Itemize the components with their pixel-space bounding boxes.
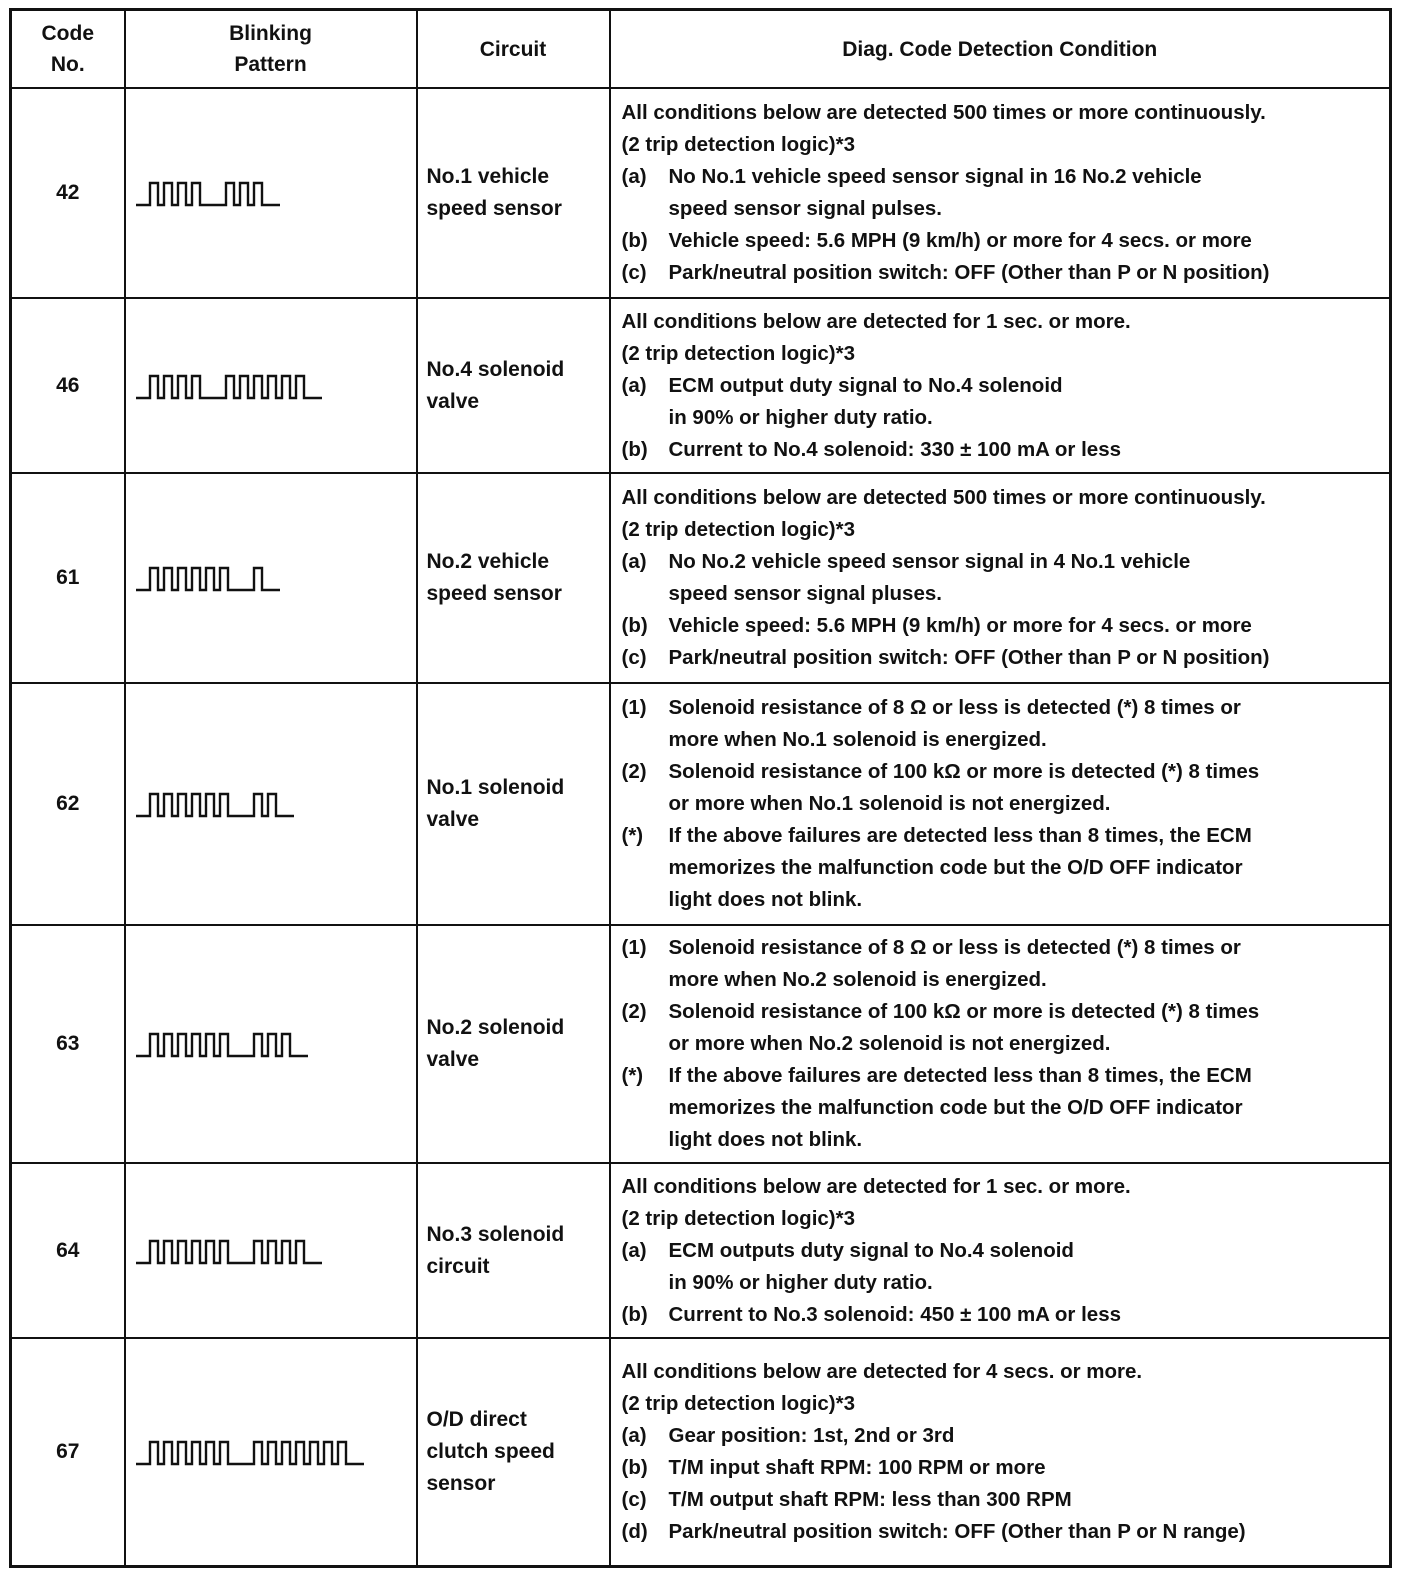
circuit-line: speed sensor [426, 197, 562, 220]
condition-item-line: T/M input shaft RPM: 100 RPM or more [668, 1455, 1046, 1479]
condition-item [622, 1420, 1384, 1452]
condition-item-label: (a) [621, 1423, 647, 1447]
blinking-pattern-waveform [134, 366, 324, 406]
condition-item-line: more when No.2 solenoid is energized. [668, 968, 1047, 991]
condition-item-label: (a) [621, 1238, 647, 1262]
blink-pulse-path [136, 376, 322, 398]
condition-intro-line: (2 trip detection logic)*3 [621, 1206, 855, 1230]
blink-pulse-path [136, 794, 294, 816]
condition-item-label: (2) [621, 1000, 647, 1023]
condition-item-line: more when No.1 solenoid is energized. [668, 728, 1047, 751]
condition-intro-line: (2 trip detection logic)*3 [621, 1391, 855, 1415]
detection-condition [610, 88, 1391, 298]
circuit-line: valve [426, 389, 480, 413]
condition-item-line: Park/neutral position switch: OFF (Other than P or N position) [668, 646, 1270, 669]
condition-item-label: (b) [621, 437, 648, 461]
condition-item [622, 370, 1384, 434]
blink-pulse-path [136, 183, 280, 205]
blinking-pattern [125, 1338, 417, 1566]
diagnostic-code-table [9, 8, 1392, 1568]
condition-item-line: speed sensor signal pluses. [668, 582, 942, 605]
circuit-line: O/D direct [426, 1407, 527, 1431]
condition-item [622, 257, 1384, 289]
condition-item-label: (d) [621, 1519, 648, 1543]
condition-item [622, 434, 1384, 466]
condition-item [622, 1299, 1384, 1331]
condition-item-line: Solenoid resistance of 100 kΩ or more is detected (*) 8 times [668, 1000, 1260, 1023]
condition-intro-line: All conditions below are detected for 1 sec. or more. [621, 1174, 1131, 1198]
condition-item-label: (1) [621, 936, 647, 959]
circuit-name [417, 298, 610, 473]
condition-item-line: speed sensor signal pulses. [668, 197, 942, 220]
condition-item-line: in 90% or higher duty ratio. [668, 405, 933, 429]
condition-item [622, 1452, 1384, 1484]
table-row [11, 683, 1391, 925]
circuit-name [417, 683, 610, 925]
condition-item-label: (1) [621, 696, 647, 719]
condition-item-text [669, 546, 1384, 610]
detection-condition [610, 298, 1391, 473]
condition-item [622, 1484, 1384, 1516]
condition-item [622, 546, 1384, 610]
condition-item [622, 610, 1384, 642]
condition-intro-line: All conditions below are detected for 1 sec. or more. [621, 309, 1131, 333]
code-number: 62 [11, 683, 125, 925]
condition-item-text [669, 642, 1384, 674]
condition-item-line: light does not blink. [668, 888, 863, 911]
circuit-line: valve [426, 808, 480, 831]
condition-intro-line: All conditions below are detected 500 times or more continuously. [621, 101, 1266, 124]
header-pattern-line: Pattern [234, 53, 307, 76]
code-number: 63 [11, 925, 125, 1163]
circuit-line: No.1 solenoid [426, 776, 565, 799]
detection-condition [610, 473, 1391, 683]
condition-item-label: (a) [621, 550, 647, 573]
code-number: 67 [11, 1338, 125, 1566]
detection-condition [610, 1338, 1391, 1566]
condition-item-line: Solenoid resistance of 8 Ω or less is detected (*) 8 times or [668, 936, 1241, 959]
condition-item-label: (b) [621, 1302, 648, 1326]
condition-item-text [669, 1420, 1384, 1452]
header-code [11, 10, 125, 89]
condition-item-line: memorizes the malfunction code but the O/D OFF indicator [668, 856, 1243, 879]
condition-item-line: Solenoid resistance of 8 Ω or less is detected (*) 8 times or [668, 696, 1241, 719]
circuit-line: clutch speed [426, 1439, 555, 1463]
condition-item [622, 692, 1384, 756]
condition-item-line: If the above failures are detected less than 8 times, the ECM [668, 1064, 1252, 1087]
condition-item [622, 1235, 1384, 1299]
circuit-line: No.4 solenoid [426, 357, 565, 381]
blinking-pattern-waveform [134, 1024, 310, 1064]
condition-item-text [669, 1516, 1384, 1548]
condition-item-text [669, 1484, 1384, 1516]
condition-item-line: T/M output shaft RPM: less than 300 RPM [668, 1487, 1072, 1511]
condition-item [622, 225, 1384, 257]
condition-item [622, 820, 1384, 916]
detection-condition [610, 925, 1391, 1163]
condition-item [622, 642, 1384, 674]
condition-item-text [669, 610, 1384, 642]
condition-item-text [669, 370, 1384, 434]
condition-item [622, 932, 1384, 996]
blink-pulse-path [136, 1442, 364, 1464]
blinking-pattern [125, 925, 417, 1163]
header-code-line: No. [50, 53, 85, 76]
circuit-name [417, 88, 610, 298]
condition-item-label: (b) [621, 614, 648, 637]
condition-intro-line: All conditions below are detected 500 times or more continuously. [621, 486, 1266, 509]
code-number: 64 [11, 1163, 125, 1338]
condition-intro-line: All conditions below are detected for 4 secs. or more. [621, 1359, 1143, 1383]
condition-item [622, 756, 1384, 820]
circuit-name [417, 473, 610, 683]
circuit-line: sensor [426, 1471, 496, 1495]
condition-item-label: (a) [621, 165, 647, 188]
blinking-pattern-waveform [134, 558, 282, 598]
condition-item-line: Current to No.3 solenoid: 450 ± 100 mA or less [668, 1302, 1122, 1326]
blink-pulse-path [136, 1241, 322, 1263]
header-circuit: Circuit [417, 10, 610, 89]
condition-item-text [669, 434, 1384, 466]
condition-item-text [669, 756, 1384, 820]
circuit-line: speed sensor [426, 582, 562, 605]
condition-item-line: If the above failures are detected less than 8 times, the ECM [668, 824, 1252, 847]
blink-pulse-path [136, 1034, 308, 1056]
blinking-pattern-waveform [134, 173, 282, 213]
condition-item [622, 161, 1384, 225]
header-pattern [125, 10, 417, 89]
condition-item-label: (b) [621, 229, 648, 252]
circuit-name [417, 925, 610, 1163]
condition-item-line: ECM output duty signal to No.4 solenoid [668, 373, 1063, 397]
blink-pulse-path [136, 568, 280, 590]
circuit-line: No.3 solenoid [426, 1222, 565, 1246]
blinking-pattern [125, 473, 417, 683]
condition-item-label: (c) [621, 646, 647, 669]
condition-item-label: (c) [621, 261, 647, 284]
condition-item-line: Solenoid resistance of 100 kΩ or more is detected (*) 8 times [668, 760, 1260, 783]
table-row [11, 88, 1391, 298]
header-pattern-line: Blinking [229, 22, 312, 45]
condition-item-text [669, 1452, 1384, 1484]
condition-item [622, 1060, 1384, 1156]
table-row [11, 473, 1391, 683]
blinking-pattern [125, 88, 417, 298]
condition-item-line: Park/neutral position switch: OFF (Other than P or N position) [668, 261, 1270, 284]
condition-item-text [669, 1060, 1384, 1156]
condition-item-line: Current to No.4 solenoid: 330 ± 100 mA or less [668, 437, 1122, 461]
blinking-pattern-waveform [134, 784, 296, 824]
circuit-name [417, 1338, 610, 1566]
condition-item-text [669, 257, 1384, 289]
table-row [11, 298, 1391, 473]
condition-item-line: Vehicle speed: 5.6 MPH (9 km/h) or more for 4 secs. or more [668, 229, 1252, 252]
circuit-line: No.2 solenoid [426, 1016, 565, 1039]
condition-item-label: (a) [621, 373, 647, 397]
circuit-line: valve [426, 1048, 480, 1071]
blinking-pattern [125, 298, 417, 473]
circuit-line: No.2 vehicle [426, 550, 550, 573]
condition-item-line: Vehicle speed: 5.6 MPH (9 km/h) or more for 4 secs. or more [668, 614, 1252, 637]
circuit-line: circuit [426, 1254, 490, 1278]
code-number: 42 [11, 88, 125, 298]
condition-item-text [669, 225, 1384, 257]
blinking-pattern [125, 683, 417, 925]
circuit-line: No.1 vehicle [426, 165, 550, 188]
condition-item-line: or more when No.1 solenoid is not energized. [668, 792, 1111, 815]
table-row [11, 925, 1391, 1163]
condition-item-text [669, 161, 1384, 225]
condition-item-text [669, 932, 1384, 996]
condition-item-label: (*) [621, 824, 644, 847]
code-number: 46 [11, 298, 125, 473]
table-row [11, 1163, 1391, 1338]
condition-item-line: Gear position: 1st, 2nd or 3rd [668, 1423, 955, 1447]
condition-item-text [669, 692, 1384, 756]
condition-item-line: light does not blink. [668, 1128, 863, 1151]
condition-item [622, 1516, 1384, 1548]
condition-intro-line: (2 trip detection logic)*3 [621, 518, 855, 541]
condition-item-line: Park/neutral position switch: OFF (Other than P or N range) [668, 1519, 1246, 1543]
table-body [11, 88, 1391, 1566]
header-condition: Diag. Code Detection Condition [610, 10, 1391, 89]
detection-condition [610, 1163, 1391, 1338]
condition-item-text [669, 1299, 1384, 1331]
condition-intro-line: (2 trip detection logic)*3 [621, 133, 855, 156]
condition-item-text [669, 1235, 1384, 1299]
condition-item-label: (b) [621, 1455, 648, 1479]
condition-item-text [669, 820, 1384, 916]
condition-item-label: (*) [621, 1064, 644, 1087]
condition-item-text [669, 996, 1384, 1060]
condition-intro-line: (2 trip detection logic)*3 [621, 341, 855, 365]
code-number: 61 [11, 473, 125, 683]
header-row [11, 10, 1391, 89]
header-code-line: Code [41, 22, 94, 45]
condition-item-line: No No.2 vehicle speed sensor signal in 4 No.1 vehicle [668, 550, 1191, 573]
condition-item-line: in 90% or higher duty ratio. [668, 1270, 933, 1294]
condition-item-line: ECM outputs duty signal to No.4 solenoid [668, 1238, 1074, 1262]
condition-item-line: memorizes the malfunction code but the O/D OFF indicator [668, 1096, 1243, 1119]
condition-item-line: No No.1 vehicle speed sensor signal in 16 No.2 vehicle [668, 165, 1202, 188]
condition-item-label: (c) [621, 1487, 647, 1511]
table-row [11, 1338, 1391, 1566]
detection-condition [610, 683, 1391, 925]
condition-item-label: (2) [621, 760, 647, 783]
condition-item-line: or more when No.2 solenoid is not energized. [668, 1032, 1111, 1055]
blinking-pattern-waveform [134, 1432, 366, 1472]
condition-item [622, 996, 1384, 1060]
blinking-pattern-waveform [134, 1231, 324, 1271]
blinking-pattern [125, 1163, 417, 1338]
circuit-name [417, 1163, 610, 1338]
